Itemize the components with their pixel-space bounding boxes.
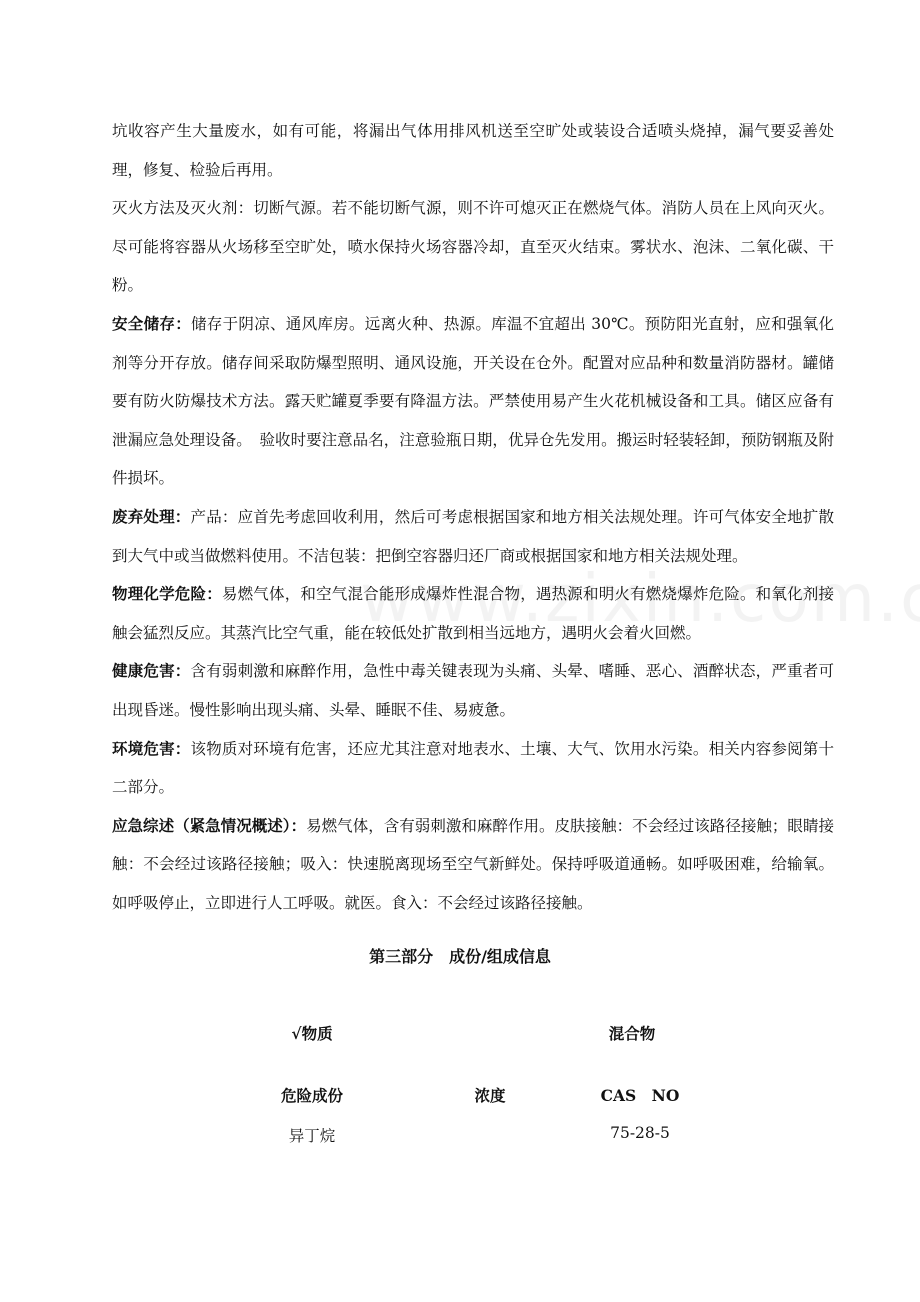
paragraph-disposal (112, 498, 834, 575)
paragraph-label: 安全储存： (112, 313, 191, 333)
paragraph-text: 易燃气体，含有弱刺激和麻醉作用。皮肤接触：不会经过该路径接触；眼睛接触：不会经过该路径接触；吸入：快速脱离现场至空气新鲜处。保持呼吸道通畅。如呼吸困难，给输氧。如呼吸停止，立即进行人工呼吸。就医。食入：不会经过该路径接触。 (112, 816, 834, 912)
header-concentration: 浓度 (474, 1086, 506, 1105)
paragraph-emergency-overview (112, 807, 834, 923)
paragraph-health-hazard (112, 652, 834, 729)
header-cas-no: CAS NO (600, 1086, 680, 1105)
paragraph-leak-handling (112, 112, 834, 189)
header-component: 危险成份 (280, 1086, 343, 1105)
document-body (112, 112, 834, 922)
paragraph-physical-chemical-hazard (112, 575, 834, 652)
paragraph-text: 产品：应首先考虑回收利用，然后可考虑根据国家和地方相关法规处理。许可气体安全地扩散到大气中或当做燃料使用。不洁包装：把倒空容器归还厂商或根据国家和地方相关法规处理。 (112, 507, 834, 565)
paragraph-label: 应急综述（紧急情况概述）： (112, 815, 307, 835)
paragraph-safe-storage (112, 305, 834, 498)
row-component: 异丁烷 (288, 1127, 336, 1145)
paragraph-text: 该物质对环境有危害，还应尤其注意对地表水、土壤、大气、饮用水污染。相关内容参阅第十二部分。 (112, 739, 834, 797)
paragraph-text: 灭火方法及灭火剂：切断气源。若不能切断气源，则不许可熄灭正在燃烧气体。消防人员在上风向灭火。尽可能将容器从火场移至空旷处，喷水保持火场容器冷却，直至灭火结束。雾状水、泡沫、二氧化碳、干粉。 (112, 199, 834, 295)
paragraph-text: 坑收容产生大量废水，如有可能，将漏出气体用排风机送至空旷处或装设合适喷头烧掉，漏气要妥善处理，修复、检验后再用。 (112, 122, 834, 179)
paragraph-text: 储存于阴凉、通风库房。远离火种、热源。库温不宜超出 30℃。预防阳光直射，应和强氧化剂等分开存放。储存间采取防爆型照明、通风设施，开关设在仓外。配置对应品种和数量消防器材。罐储要有防火防爆技术方法。露天贮罐夏季要有降温方法。严禁使用易产生火花机械设备和工具。储区应备有泄漏应急处理设备。 验收时要注意品名，注意验瓶日期，优异仓先发用。搬运时轻装轻卸，预防钢瓶及附件损坏。 (112, 314, 834, 488)
paragraph-text: 易燃气体，和空气混合能形成爆炸性混合物，遇热源和明火有燃烧爆炸危险。和氧化剂接触会猛烈反应。其蒸汽比空气重，能在较低处扩散到相当远地方，遇明火会着火回燃。 (112, 585, 834, 642)
paragraph-label: 健康危害： (112, 661, 191, 681)
paragraph-label: 环境危害： (112, 738, 191, 758)
mixture-label: 混合物 (608, 1024, 656, 1043)
substance-label: √物质 (291, 1024, 333, 1043)
paragraph-text: 含有弱刺激和麻醉作用，急性中毒关键表现为头痛、头晕、嗜睡、恶心、酒醉状态，严重者可出现昏迷。慢性影响出现头痛、头晕、睡眠不佳、易疲惫。 (112, 662, 834, 719)
paragraph-label: 物理化学危险： (112, 584, 222, 604)
paragraph-label: 废弃处理： (112, 506, 191, 526)
paragraph-environmental-hazard (112, 730, 834, 807)
paragraph-fire-fighting (112, 189, 834, 305)
section-title: 第三部分 成份/组成信息 (369, 947, 551, 966)
row-cas-no: 75-28-5 (610, 1124, 670, 1142)
